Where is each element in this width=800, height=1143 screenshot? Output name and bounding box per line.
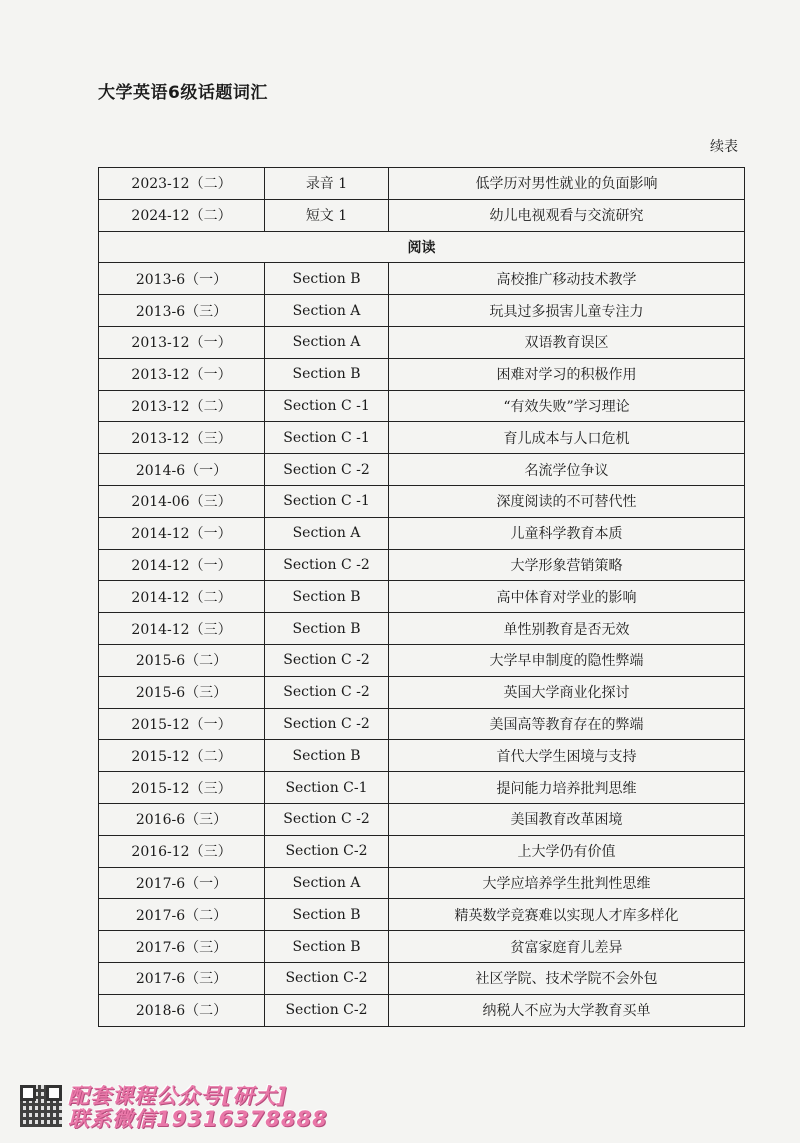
exam-part-cell: Section C -1 bbox=[265, 422, 389, 454]
table-row bbox=[99, 644, 745, 676]
exam-date-cell: 2014-12（一） bbox=[99, 549, 265, 581]
exam-date-cell: 2013-12（三） bbox=[99, 422, 265, 454]
topic-cell: 上大学仍有价值 bbox=[389, 835, 745, 867]
exam-part-cell: Section B bbox=[265, 263, 389, 295]
section-row-reading bbox=[99, 231, 745, 263]
exam-date-cell: 2014-12（三） bbox=[99, 613, 265, 645]
exam-part-cell: Section B bbox=[265, 899, 389, 931]
table-row bbox=[99, 676, 745, 708]
exam-part-cell: Section A bbox=[265, 517, 389, 549]
table-row bbox=[99, 772, 745, 804]
continued-label: 续表 bbox=[710, 139, 738, 155]
topic-cell: 高校推广移动技术教学 bbox=[389, 263, 745, 295]
exam-date-cell: 2015-12（三） bbox=[99, 772, 265, 804]
topic-cell: “有效失败”学习理论 bbox=[389, 390, 745, 422]
exam-date-cell: 2018-6（二） bbox=[99, 994, 265, 1026]
exam-date-cell: 2016-6（三） bbox=[99, 803, 265, 835]
exam-part-cell: Section C -2 bbox=[265, 549, 389, 581]
exam-date-cell: 2015-6（三） bbox=[99, 676, 265, 708]
table-row bbox=[99, 581, 745, 613]
table-row bbox=[99, 168, 745, 200]
exam-date-cell: 2015-6（二） bbox=[99, 644, 265, 676]
exam-date-cell: 2017-6（二） bbox=[99, 899, 265, 931]
exam-part-cell: Section B bbox=[265, 740, 389, 772]
exam-date-cell: 2017-6（一） bbox=[99, 867, 265, 899]
exam-date-cell: 2017-6（三） bbox=[99, 962, 265, 994]
topic-cell: 贫富家庭育儿差异 bbox=[389, 931, 745, 963]
topic-table bbox=[98, 167, 745, 1027]
exam-date-cell: 2016-12（三） bbox=[99, 835, 265, 867]
topic-cell: 精英数学竞赛难以实现人才库多样化 bbox=[389, 899, 745, 931]
exam-date-cell: 2017-6（三） bbox=[99, 931, 265, 963]
table-row bbox=[99, 326, 745, 358]
exam-date-cell: 2013-6（一） bbox=[99, 263, 265, 295]
table-row bbox=[99, 835, 745, 867]
table-row bbox=[99, 199, 745, 231]
table-row bbox=[99, 295, 745, 327]
topic-cell: 美国高等教育存在的弊端 bbox=[389, 708, 745, 740]
topic-cell: 首代大学生困境与支持 bbox=[389, 740, 745, 772]
topic-cell: 社区学院、技术学院不会外包 bbox=[389, 962, 745, 994]
table-row bbox=[99, 422, 745, 454]
exam-part-cell: Section C-2 bbox=[265, 962, 389, 994]
topic-cell: 高中体育对学业的影响 bbox=[389, 581, 745, 613]
topic-cell: 提问能力培养批判思维 bbox=[389, 772, 745, 804]
exam-part-cell: Section C -2 bbox=[265, 708, 389, 740]
exam-date-cell: 2023-12（二） bbox=[99, 168, 265, 200]
exam-part-cell: 录音 1 bbox=[265, 168, 389, 200]
exam-date-cell: 2014-06（三） bbox=[99, 485, 265, 517]
exam-part-cell: Section C -1 bbox=[265, 390, 389, 422]
watermark-line-2: 联系微信19316378888 bbox=[68, 1107, 328, 1131]
exam-date-cell: 2013-12（二） bbox=[99, 390, 265, 422]
exam-part-cell: 短文 1 bbox=[265, 199, 389, 231]
topic-cell: 纳税人不应为大学教育买单 bbox=[389, 994, 745, 1026]
table-row bbox=[99, 517, 745, 549]
topic-cell: 英国大学商业化探讨 bbox=[389, 676, 745, 708]
topic-cell: 低学历对男性就业的负面影响 bbox=[389, 168, 745, 200]
exam-part-cell: Section B bbox=[265, 581, 389, 613]
table-row bbox=[99, 454, 745, 486]
exam-part-cell: Section B bbox=[265, 613, 389, 645]
exam-part-cell: Section C-2 bbox=[265, 835, 389, 867]
table-row bbox=[99, 263, 745, 295]
table-row bbox=[99, 358, 745, 390]
section-heading-reading: 阅读 bbox=[99, 231, 745, 263]
table-row bbox=[99, 740, 745, 772]
watermark-line-1: 配套课程公众号[研大] bbox=[68, 1084, 288, 1108]
exam-part-cell: Section A bbox=[265, 867, 389, 899]
table-row bbox=[99, 994, 745, 1026]
table-row bbox=[99, 962, 745, 994]
table-row bbox=[99, 899, 745, 931]
exam-date-cell: 2013-12（一） bbox=[99, 326, 265, 358]
exam-date-cell: 2024-12（二） bbox=[99, 199, 265, 231]
exam-part-cell: Section A bbox=[265, 326, 389, 358]
exam-part-cell: Section C -2 bbox=[265, 644, 389, 676]
exam-part-cell: Section C-1 bbox=[265, 772, 389, 804]
exam-date-cell: 2014-12（一） bbox=[99, 517, 265, 549]
table-row bbox=[99, 549, 745, 581]
topic-cell: 双语教育误区 bbox=[389, 326, 745, 358]
exam-date-cell: 2013-6（三） bbox=[99, 295, 265, 327]
table-row bbox=[99, 803, 745, 835]
topic-cell: 大学应培养学生批判性思维 bbox=[389, 867, 745, 899]
qr-code-icon bbox=[20, 1085, 62, 1127]
topic-cell: 大学形象营销策略 bbox=[389, 549, 745, 581]
table-row bbox=[99, 613, 745, 645]
topic-cell: 美国教育改革困境 bbox=[389, 803, 745, 835]
topic-cell: 困难对学习的积极作用 bbox=[389, 358, 745, 390]
topic-cell: 深度阅读的不可替代性 bbox=[389, 485, 745, 517]
topic-cell: 大学早申制度的隐性弊端 bbox=[389, 644, 745, 676]
exam-date-cell: 2015-12（二） bbox=[99, 740, 265, 772]
topic-cell: 名流学位争议 bbox=[389, 454, 745, 486]
exam-part-cell: Section B bbox=[265, 358, 389, 390]
exam-part-cell: Section C -2 bbox=[265, 803, 389, 835]
table-row bbox=[99, 931, 745, 963]
topic-cell: 玩具过多损害儿童专注力 bbox=[389, 295, 745, 327]
table-row bbox=[99, 867, 745, 899]
table-row bbox=[99, 708, 745, 740]
topic-cell: 育儿成本与人口危机 bbox=[389, 422, 745, 454]
topic-cell: 单性别教育是否无效 bbox=[389, 613, 745, 645]
exam-part-cell: Section C -2 bbox=[265, 454, 389, 486]
exam-part-cell: Section C -1 bbox=[265, 485, 389, 517]
exam-part-cell: Section B bbox=[265, 931, 389, 963]
exam-part-cell: Section A bbox=[265, 295, 389, 327]
exam-date-cell: 2013-12（一） bbox=[99, 358, 265, 390]
topic-cell: 幼儿电视观看与交流研究 bbox=[389, 199, 745, 231]
watermark-footer bbox=[20, 1085, 328, 1131]
exam-date-cell: 2014-12（二） bbox=[99, 581, 265, 613]
exam-date-cell: 2015-12（一） bbox=[99, 708, 265, 740]
page-title: 大学英语6级话题词汇 bbox=[98, 83, 268, 103]
watermark-text bbox=[68, 1085, 328, 1131]
table-row bbox=[99, 485, 745, 517]
exam-part-cell: Section C -2 bbox=[265, 676, 389, 708]
exam-date-cell: 2014-6（一） bbox=[99, 454, 265, 486]
exam-part-cell: Section C-2 bbox=[265, 994, 389, 1026]
table-row bbox=[99, 390, 745, 422]
topic-cell: 儿童科学教育本质 bbox=[389, 517, 745, 549]
